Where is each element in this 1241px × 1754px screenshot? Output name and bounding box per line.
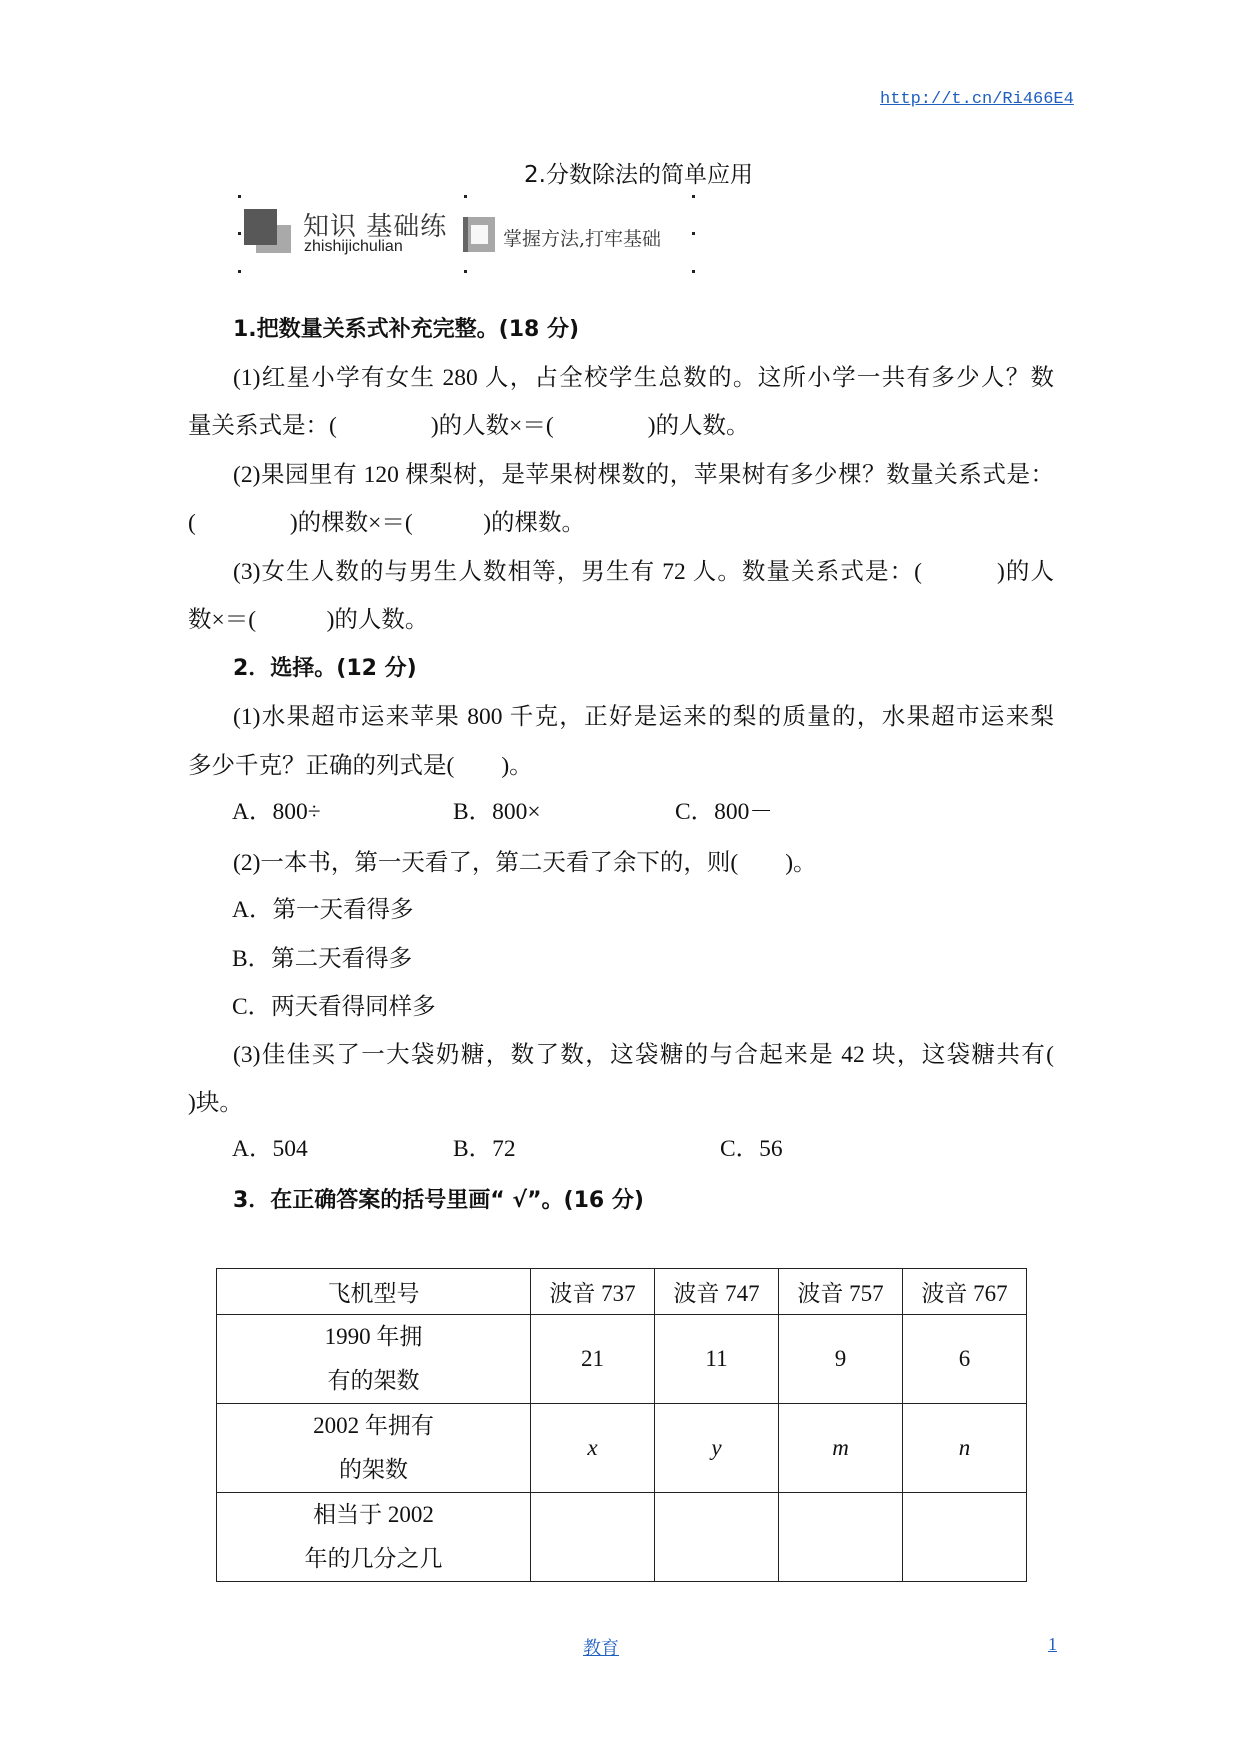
footer-link[interactable]: 教育 (583, 1638, 619, 1658)
table-header-cell: 波音 757 (779, 1269, 903, 1315)
answer-cell[interactable] (655, 1493, 779, 1582)
answer-option: B．第二天看得多 (232, 946, 413, 972)
banner-corner-dot (464, 270, 467, 273)
banner-title: 知识 基础练 (303, 212, 448, 242)
table-cell: m (779, 1404, 903, 1493)
page-title: 2.分数除法的简单应用 (524, 162, 753, 188)
answer-cell[interactable] (531, 1493, 655, 1582)
row-label-line: 的架数 (339, 1457, 408, 1482)
answer-cell[interactable] (903, 1493, 1027, 1582)
banner-corner-dot (238, 232, 241, 235)
table-row (217, 1315, 1027, 1404)
answer-option: C．两天看得同样多 (232, 994, 436, 1020)
answer-option: C．800－ (675, 799, 773, 825)
table-cell: 6 (903, 1315, 1027, 1404)
row-label-line: 相当于 2002 (313, 1502, 434, 1527)
question-text: (2)一本书，第一天看了，第二天看了余下的，则( )。 (233, 850, 817, 876)
banner-corner-dot (238, 195, 241, 198)
table-cell: 11 (655, 1315, 779, 1404)
question-text: (1)红星小学有女生 280 人，占全校学生总数的。这所小学一共有多少人？数 (233, 365, 1054, 391)
answer-option: B．800× (453, 799, 541, 825)
answer-option: C．56 (720, 1136, 783, 1162)
answer-option: A．504 (232, 1136, 308, 1162)
table-cell: y (655, 1404, 779, 1493)
question-text: (3)女生人数的与男生人数相等，男生有 72 人。数量关系式是：( )的人 (233, 559, 1054, 585)
answer-cell[interactable] (779, 1493, 903, 1582)
table-cell: x (531, 1404, 655, 1493)
row-label (217, 1493, 531, 1582)
header-url-link[interactable]: http://t.cn/Ri466E4 (880, 90, 1074, 109)
question-text: (3)佳佳买了一大袋奶糖，数了数，这袋糖的与合起来是 42 块，这袋糖共有( (233, 1042, 1054, 1068)
question-heading: 1.把数量关系式补充完整。(18 分) (233, 317, 580, 342)
table-cell: n (903, 1404, 1027, 1493)
banner-corner-dot (464, 195, 467, 198)
answer-option: B．72 (453, 1136, 516, 1162)
airplane-table (216, 1268, 1027, 1582)
question-text: (1)水果超市运来苹果 800 千克，正好是运来的梨的质量的，水果超市运来梨 (233, 704, 1054, 730)
table-header-cell: 波音 747 (655, 1269, 779, 1315)
row-label-line: 1990 年拥 (324, 1324, 423, 1349)
row-label (217, 1315, 531, 1404)
table-row (217, 1493, 1027, 1582)
banner-corner-dot (692, 195, 695, 198)
question-text: ( )的棵数×＝( )的棵数。 (188, 510, 586, 536)
row-label-line: 年的几分之几 (304, 1546, 443, 1571)
question-text: )块。 (188, 1090, 243, 1116)
table-header-row (217, 1269, 1027, 1315)
answer-option: A．800÷ (232, 799, 321, 825)
question-text: 量关系式是：( )的人数×＝( )的人数。 (188, 413, 750, 439)
banner-slogan: 掌握方法,打牢基础 (503, 228, 662, 250)
question-text: (2)果园里有 120 棵梨树，是苹果树棵数的，苹果树有多少棵？数量关系式是： (233, 462, 1054, 488)
table-header-cell: 波音 737 (531, 1269, 655, 1315)
row-label-line: 有的架数 (327, 1368, 420, 1393)
table-cell: 21 (531, 1315, 655, 1404)
question-heading: 2．选择。(12 分) (233, 656, 417, 681)
row-label-line: 2002 年拥有 (313, 1413, 434, 1438)
question-text: 多少千克？正确的列式是( )。 (188, 753, 533, 779)
table-header-cell: 飞机型号 (217, 1269, 531, 1315)
answer-option: A．第一天看得多 (232, 897, 414, 923)
row-label (217, 1404, 531, 1493)
banner-corner-dot (692, 232, 695, 235)
question-text: 数×＝( )的人数。 (188, 607, 429, 633)
banner-corner-dot (238, 270, 241, 273)
table-cell: 9 (779, 1315, 903, 1404)
table-row (217, 1404, 1027, 1493)
question-heading: 3．在正确答案的括号里画“ √”。(16 分) (233, 1188, 644, 1213)
banner-corner-dot (692, 270, 695, 273)
banner-pinyin: zhishijichulian (304, 238, 403, 255)
page-number[interactable]: 1 (1048, 1634, 1057, 1654)
table-header-cell: 波音 767 (903, 1269, 1027, 1315)
